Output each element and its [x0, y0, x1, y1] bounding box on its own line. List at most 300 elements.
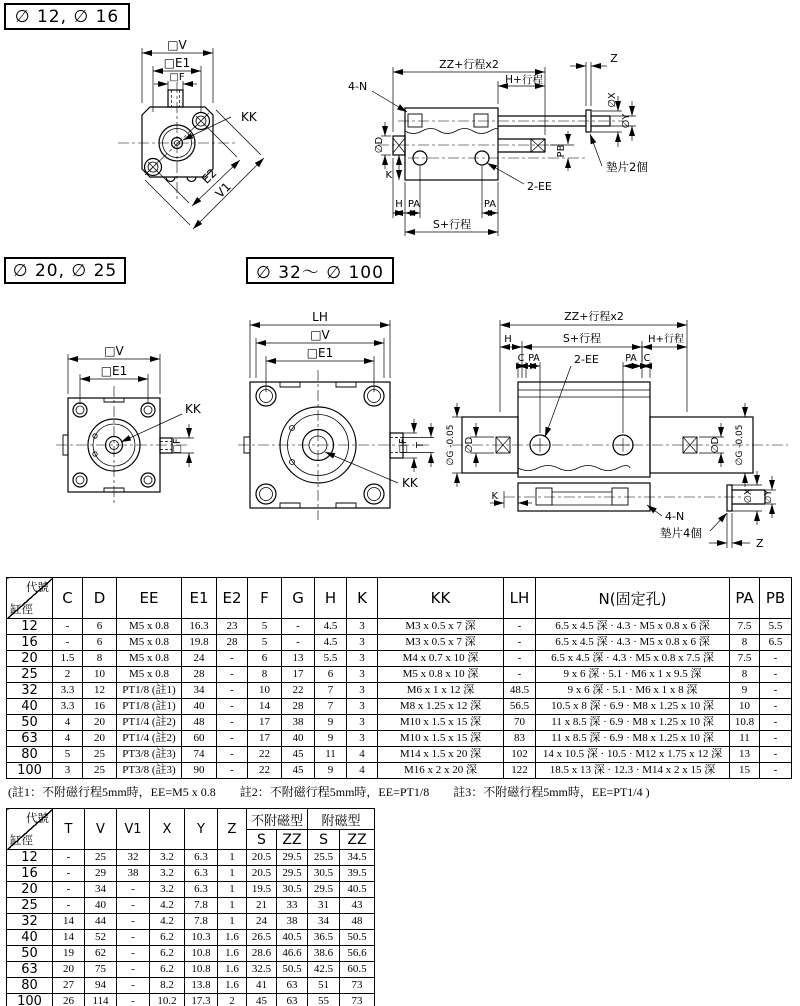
- dim-label-dia-x: ∅X: [743, 488, 754, 504]
- value-cell: 10.2: [150, 994, 185, 1006]
- value-cell: 83: [504, 731, 536, 747]
- value-cell: -: [117, 994, 150, 1006]
- value-cell: 7: [315, 683, 347, 699]
- value-cell: 30.5: [277, 882, 308, 898]
- value-cell: 3: [347, 635, 378, 651]
- dim-label-f: □F: [172, 438, 183, 454]
- value-cell: 4.2: [150, 914, 185, 930]
- value-cell: 6.5 x 4.5 深 · 4.3 · M5 x 0.8 x 6 深: [536, 635, 730, 651]
- value-cell: M5 x 0.8: [117, 667, 182, 683]
- value-cell: 75: [85, 962, 117, 978]
- dim-label-pa-left: PA: [528, 353, 540, 364]
- value-cell: 6.5 x 4.5 深 · 4.3 · M5 x 0.8 x 6 深: [536, 619, 730, 635]
- value-cell: 19.5: [247, 882, 277, 898]
- value-cell: 4: [347, 763, 378, 779]
- value-cell: -: [760, 731, 792, 747]
- table-row: [7, 850, 375, 866]
- dim-label-f: □F: [398, 438, 409, 454]
- value-cell: 13: [730, 747, 760, 763]
- value-cell: -: [760, 699, 792, 715]
- value-cell: M5 x 0.8: [117, 635, 182, 651]
- value-cell: -: [217, 715, 248, 731]
- value-cell: PT1/4 (註2): [117, 715, 182, 731]
- table2-header-row-1: [7, 809, 375, 830]
- value-cell: 17.3: [185, 994, 218, 1006]
- value-cell: 6: [248, 651, 282, 667]
- value-cell: 6.2: [150, 930, 185, 946]
- dim-label-dia-d-right: ∅D: [710, 436, 721, 454]
- dim-label-k: K: [385, 170, 392, 181]
- value-cell: 3: [347, 619, 378, 635]
- value-cell: 31: [308, 898, 340, 914]
- value-cell: -: [760, 763, 792, 779]
- table2-body: [7, 850, 375, 1006]
- value-cell: -: [504, 667, 536, 683]
- value-cell: 15: [730, 763, 760, 779]
- value-cell: 27: [53, 978, 85, 994]
- value-cell: 13.8: [185, 978, 218, 994]
- table-row: [7, 619, 792, 635]
- value-cell: 74: [182, 747, 217, 763]
- value-cell: 6.2: [150, 946, 185, 962]
- dim-label-pa-right: PA: [483, 199, 497, 210]
- value-cell: 8: [730, 635, 760, 651]
- value-cell: 25.5: [308, 850, 340, 866]
- corner-label-code: 代號: [26, 580, 49, 594]
- dim-label-dia-y: ∅Y: [621, 113, 632, 129]
- footnote: (註1：不附磁行程5mm時，EE=M5 x 0.8 註2：不附磁行程5mm時，EE=PT1/8 註3：不附磁行程5mm時，EE=PT1/4 ): [8, 785, 650, 799]
- value-cell: 3.3: [53, 699, 83, 715]
- dim-label-v1: V1: [212, 179, 234, 201]
- value-cell: 6.3: [185, 866, 218, 882]
- value-cell: -: [760, 683, 792, 699]
- side-view-large-dims: [452, 320, 776, 548]
- dim-label-zz-stroke: ZZ+行程x2: [439, 58, 499, 71]
- value-cell: 28: [217, 635, 248, 651]
- front-view-small-dims: [142, 48, 264, 229]
- table1-body: [7, 619, 792, 779]
- value-cell: 43: [340, 898, 375, 914]
- value-cell: 40.5: [340, 882, 375, 898]
- dim-label-kk: KK: [402, 476, 418, 490]
- value-cell: 17: [248, 715, 282, 731]
- value-cell: 40: [282, 731, 315, 747]
- table-row: [7, 898, 375, 914]
- value-cell: 114: [85, 994, 117, 1006]
- value-cell: 40: [182, 699, 217, 715]
- value-cell: 73: [340, 994, 375, 1006]
- front-view-small-labels: [164, 38, 258, 201]
- value-cell: M3 x 0.5 x 7 深: [378, 635, 504, 651]
- col-header-g: G: [282, 578, 315, 619]
- table-row: [7, 731, 792, 747]
- value-cell: 25: [83, 747, 117, 763]
- table-row: [7, 763, 792, 779]
- bore-cell: 40: [7, 699, 53, 715]
- bore-cell: 32: [7, 683, 53, 699]
- dim-label-dia-d-left: ∅D: [464, 436, 475, 454]
- table-row: [7, 747, 792, 763]
- value-cell: 7.5: [730, 651, 760, 667]
- value-cell: 3: [53, 763, 83, 779]
- dim-label-e1: □E1: [100, 364, 128, 378]
- value-cell: 63: [277, 978, 308, 994]
- dim-label-dia-g-left: ∅G -0.05: [446, 424, 456, 466]
- value-cell: 6.3: [185, 850, 218, 866]
- value-cell: 11: [315, 747, 347, 763]
- value-cell: 90: [182, 763, 217, 779]
- dim-label-e2: E2: [198, 165, 220, 187]
- table-row: [7, 635, 792, 651]
- value-cell: 29.5: [277, 866, 308, 882]
- bore-cell: 40: [7, 930, 53, 946]
- col-header-s-nonmag: S: [247, 830, 277, 850]
- value-cell: 20: [83, 731, 117, 747]
- value-cell: 7.8: [185, 898, 218, 914]
- value-cell: 6: [83, 635, 117, 651]
- value-cell: 9 x 6 深 · 5.1 · M6 x 1 x 8 深: [536, 683, 730, 699]
- dim-label-zz-stroke: ZZ+行程x2: [564, 310, 624, 323]
- col-header-v: V: [85, 809, 117, 850]
- value-cell: 26: [53, 994, 85, 1006]
- value-cell: 2: [53, 667, 83, 683]
- washer-count-label: 墊片4個: [660, 526, 702, 540]
- value-cell: 122: [504, 763, 536, 779]
- dim-label-s-stroke: S+行程: [432, 218, 472, 231]
- table-row: [7, 962, 375, 978]
- table-row: [7, 882, 375, 898]
- value-cell: -: [53, 882, 85, 898]
- value-cell: -: [53, 898, 85, 914]
- side-view-small-outline: [393, 108, 610, 180]
- value-cell: -: [217, 747, 248, 763]
- value-cell: -: [217, 731, 248, 747]
- value-cell: 46.6: [277, 946, 308, 962]
- value-cell: M6 x 1 x 12 深: [378, 683, 504, 699]
- value-cell: 39.5: [340, 866, 375, 882]
- dim-label-kk: KK: [241, 110, 257, 124]
- value-cell: PT1/4 (註2): [117, 731, 182, 747]
- value-cell: 12: [83, 683, 117, 699]
- bore-cell: 25: [7, 667, 53, 683]
- value-cell: 33: [277, 898, 308, 914]
- table1-header-row: [7, 578, 792, 619]
- value-cell: 1: [218, 850, 247, 866]
- dim-label-v: □V: [167, 38, 187, 52]
- group-header-magnetic: 附磁型: [308, 809, 375, 830]
- port-label-2ee: 2-EE: [527, 180, 552, 193]
- value-cell: -: [53, 850, 85, 866]
- value-cell: 14: [53, 930, 85, 946]
- value-cell: 3.2: [150, 850, 185, 866]
- value-cell: 50.5: [340, 930, 375, 946]
- bore-group-title-20-25: [4, 257, 126, 284]
- value-cell: -: [117, 882, 150, 898]
- col-header-c: C: [53, 578, 83, 619]
- value-cell: 38.6: [308, 946, 340, 962]
- value-cell: 5: [248, 635, 282, 651]
- table-row: [7, 667, 792, 683]
- dim-label-f: □F: [169, 72, 185, 83]
- value-cell: 20.5: [247, 850, 277, 866]
- value-cell: 45: [247, 994, 277, 1006]
- value-cell: M14 x 1.5 x 20 深: [378, 747, 504, 763]
- value-cell: 9: [730, 683, 760, 699]
- value-cell: 20: [53, 962, 85, 978]
- table1-corner-cell: [7, 578, 53, 619]
- bore-group-title-32-100-text: ∅ 32～ ∅ 100: [256, 263, 384, 283]
- bore-cell: 12: [7, 619, 53, 635]
- value-cell: 26.5: [247, 930, 277, 946]
- value-cell: 22: [248, 747, 282, 763]
- value-cell: 4.5: [315, 635, 347, 651]
- value-cell: 56.6: [340, 946, 375, 962]
- value-cell: 4: [347, 747, 378, 763]
- col-header-t: T: [53, 809, 85, 850]
- dim-label-h: H: [504, 334, 512, 345]
- value-cell: 14: [248, 699, 282, 715]
- col-header-z: Z: [218, 809, 247, 850]
- value-cell: -: [760, 667, 792, 683]
- value-cell: 55: [308, 994, 340, 1006]
- mounting-hole-label-4n: 4-N: [348, 80, 368, 93]
- bore-cell: 50: [7, 946, 53, 962]
- bore-cell: 100: [7, 763, 53, 779]
- value-cell: 6.2: [150, 962, 185, 978]
- value-cell: 10: [730, 699, 760, 715]
- value-cell: 23: [217, 619, 248, 635]
- value-cell: -: [282, 619, 315, 635]
- value-cell: -: [217, 651, 248, 667]
- value-cell: M10 x 1.5 x 15 深: [378, 731, 504, 747]
- col-header-lh: LH: [504, 578, 536, 619]
- value-cell: 1: [218, 882, 247, 898]
- value-cell: 28: [182, 667, 217, 683]
- dim-label-pa-right: PA: [625, 353, 637, 364]
- value-cell: 13: [282, 651, 315, 667]
- value-cell: 17: [248, 731, 282, 747]
- col-header-y: Y: [185, 809, 218, 850]
- value-cell: 25: [85, 850, 117, 866]
- value-cell: -: [117, 898, 150, 914]
- dim-label-dia-d: ∅D: [374, 136, 385, 154]
- value-cell: 9: [315, 763, 347, 779]
- value-cell: 21: [247, 898, 277, 914]
- col-header-f: F: [248, 578, 282, 619]
- value-cell: PT1/8 (註1): [117, 699, 182, 715]
- col-header-s-mag: S: [308, 830, 340, 850]
- value-cell: 6.3: [185, 882, 218, 898]
- value-cell: -: [117, 978, 150, 994]
- col-header-zz-mag: ZZ: [340, 830, 375, 850]
- table-row: [7, 715, 792, 731]
- value-cell: 52: [85, 930, 117, 946]
- value-cell: 9: [315, 715, 347, 731]
- value-cell: 5: [248, 619, 282, 635]
- table-row: [7, 994, 375, 1006]
- dim-label-dia-g-right: ∅G -0.05: [735, 424, 745, 466]
- value-cell: 8: [83, 651, 117, 667]
- value-cell: 6: [83, 619, 117, 635]
- value-cell: 6: [315, 667, 347, 683]
- value-cell: 8: [730, 667, 760, 683]
- value-cell: 1.6: [218, 962, 247, 978]
- value-cell: 45: [282, 763, 315, 779]
- col-header-ee: EE: [117, 578, 182, 619]
- value-cell: PT1/8 (註1): [117, 683, 182, 699]
- value-cell: 1.6: [218, 946, 247, 962]
- value-cell: 3: [347, 731, 378, 747]
- corner-label-bore: 缸徑: [10, 833, 33, 847]
- bore-cell: 16: [7, 866, 53, 882]
- dim-label-v: □V: [104, 344, 124, 358]
- value-cell: 29.5: [308, 882, 340, 898]
- col-header-e2: E2: [217, 578, 248, 619]
- value-cell: 3: [347, 699, 378, 715]
- value-cell: 19: [53, 946, 85, 962]
- value-cell: -: [117, 946, 150, 962]
- value-cell: 3: [347, 683, 378, 699]
- value-cell: 36.5: [308, 930, 340, 946]
- value-cell: -: [53, 635, 83, 651]
- port-label-2ee: 2-EE: [574, 353, 599, 366]
- value-cell: 4: [53, 715, 83, 731]
- dim-label-c-left: C: [517, 353, 525, 364]
- col-header-e1: E1: [182, 578, 217, 619]
- value-cell: 63: [277, 994, 308, 1006]
- bore-cell: 100: [7, 994, 53, 1006]
- table-row: [7, 651, 792, 667]
- corner-label-code: 代號: [26, 811, 49, 825]
- dim-label-z: Z: [610, 52, 618, 65]
- value-cell: 10.5 x 8 深 · 6.9 · M8 x 1.25 x 10 深: [536, 699, 730, 715]
- value-cell: 4.5: [315, 619, 347, 635]
- dimension-table-main: [6, 577, 792, 779]
- value-cell: 6.5: [760, 635, 792, 651]
- value-cell: -: [504, 619, 536, 635]
- value-cell: 48: [182, 715, 217, 731]
- value-cell: 94: [85, 978, 117, 994]
- value-cell: 1.6: [218, 930, 247, 946]
- bore-cell: 32: [7, 914, 53, 930]
- value-cell: -: [217, 683, 248, 699]
- value-cell: 48.5: [504, 683, 536, 699]
- value-cell: 1: [218, 914, 247, 930]
- value-cell: 8.2: [150, 978, 185, 994]
- group-header-non-magnetic: 不附磁型: [247, 809, 308, 830]
- value-cell: 44: [85, 914, 117, 930]
- value-cell: 3.2: [150, 882, 185, 898]
- value-cell: 3: [347, 651, 378, 667]
- col-header-kk: KK: [378, 578, 504, 619]
- value-cell: 2: [218, 994, 247, 1006]
- value-cell: 34: [308, 914, 340, 930]
- bore-cell: 25: [7, 898, 53, 914]
- value-cell: 34: [182, 683, 217, 699]
- value-cell: 28.6: [247, 946, 277, 962]
- corner-label-bore: 缸徑: [10, 602, 33, 616]
- bore-cell: 20: [7, 651, 53, 667]
- value-cell: 1.5: [53, 651, 83, 667]
- value-cell: -: [217, 667, 248, 683]
- table-row: [7, 946, 375, 962]
- value-cell: 73: [340, 978, 375, 994]
- value-cell: 3: [347, 715, 378, 731]
- value-cell: 38: [282, 715, 315, 731]
- value-cell: 20.5: [247, 866, 277, 882]
- dim-label-dia-y: ∅Y: [763, 489, 774, 505]
- value-cell: -: [53, 866, 85, 882]
- value-cell: 102: [504, 747, 536, 763]
- value-cell: 32: [117, 850, 150, 866]
- value-cell: 30.5: [308, 866, 340, 882]
- value-cell: -: [760, 715, 792, 731]
- col-header-pa: PA: [730, 578, 760, 619]
- value-cell: 1: [218, 898, 247, 914]
- table-row: [7, 930, 375, 946]
- bore-group-title-32-100: [246, 257, 394, 284]
- value-cell: -: [760, 747, 792, 763]
- dim-label-e1: □E1: [163, 56, 191, 70]
- value-cell: 6.5 x 4.5 深 · 4.3 · M5 x 0.8 x 7.5 深: [536, 651, 730, 667]
- value-cell: 9 x 6 深 · 5.1 · M6 x 1 x 9.5 深: [536, 667, 730, 683]
- value-cell: -: [504, 635, 536, 651]
- value-cell: 10.8: [730, 715, 760, 731]
- col-header-h: H: [315, 578, 347, 619]
- value-cell: 14 x 10.5 深 · 10.5 · M12 x 1.75 x 12 深: [536, 747, 730, 763]
- value-cell: 50.5: [277, 962, 308, 978]
- table-row: [7, 683, 792, 699]
- col-header-x: X: [150, 809, 185, 850]
- value-cell: 19.8: [182, 635, 217, 651]
- dim-label-k: K: [491, 491, 498, 502]
- value-cell: PT3/8 (註3): [117, 747, 182, 763]
- value-cell: 14: [53, 914, 85, 930]
- value-cell: 38: [117, 866, 150, 882]
- bore-cell: 16: [7, 635, 53, 651]
- dim-label-dia-x: ∅X: [607, 92, 618, 108]
- value-cell: M5 x 0.8: [117, 619, 182, 635]
- value-cell: -: [117, 914, 150, 930]
- value-cell: 51: [308, 978, 340, 994]
- bore-cell: 12: [7, 850, 53, 866]
- value-cell: 56.5: [504, 699, 536, 715]
- dim-label-lh: LH: [312, 310, 328, 324]
- value-cell: 34: [85, 882, 117, 898]
- value-cell: 60.5: [340, 962, 375, 978]
- bore-group-title-12-16-text: ∅ 12, ∅ 16: [14, 6, 120, 27]
- value-cell: 4: [53, 731, 83, 747]
- value-cell: 7: [315, 699, 347, 715]
- value-cell: 40.5: [277, 930, 308, 946]
- value-cell: 10.8: [185, 962, 218, 978]
- value-cell: 1.6: [218, 978, 247, 994]
- dim-label-v: □V: [310, 328, 330, 342]
- value-cell: 8: [248, 667, 282, 683]
- value-cell: 7.8: [185, 914, 218, 930]
- value-cell: 24: [182, 651, 217, 667]
- bore-group-title-20-25-text: ∅ 20, ∅ 25: [12, 260, 118, 281]
- bore-cell: 50: [7, 715, 53, 731]
- value-cell: 62: [85, 946, 117, 962]
- dimension-table-stroke: [6, 808, 375, 1006]
- table-row: [7, 699, 792, 715]
- dim-label-pa-left: PA: [407, 199, 421, 210]
- value-cell: 4.2: [150, 898, 185, 914]
- value-cell: -: [117, 962, 150, 978]
- value-cell: 42.5: [308, 962, 340, 978]
- table-row: [7, 978, 375, 994]
